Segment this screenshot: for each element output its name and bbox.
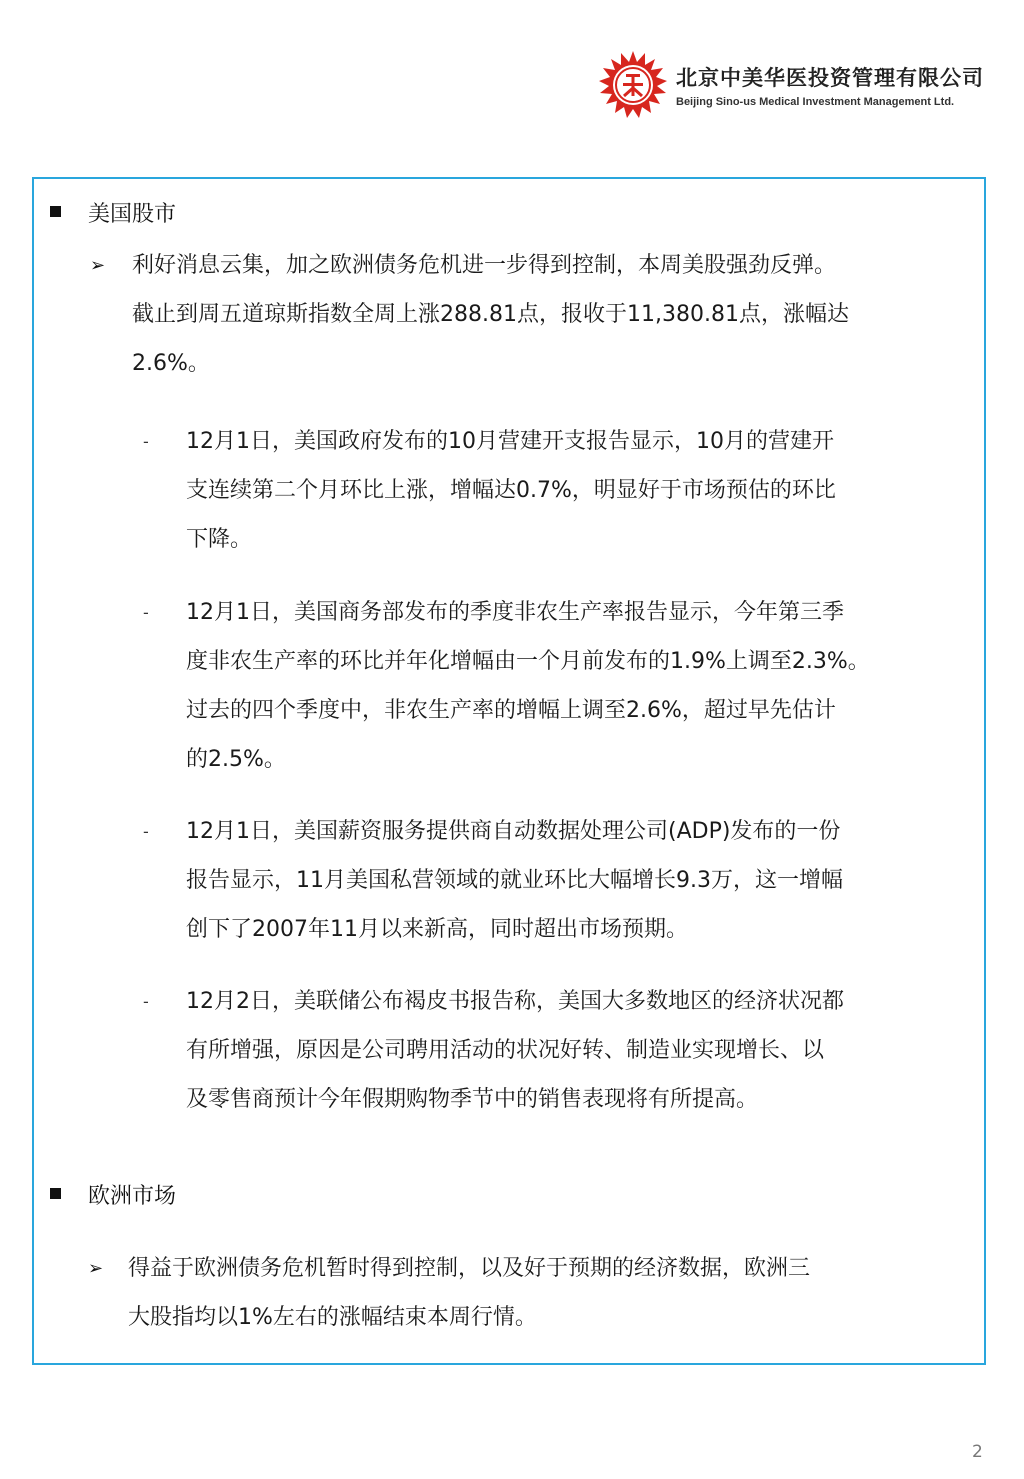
arrow-bullet-icon: ➢ xyxy=(90,255,106,276)
section-bullet xyxy=(50,1188,61,1199)
europe-market-summary: 得益于欧洲债务危机暂时得到控制，以及好于预期的经济数据，欧洲三 大股指均以1%左右的涨幅结束本周行情。 xyxy=(128,1256,811,1330)
dash-bullet: - xyxy=(143,432,149,451)
arrow-bullet-icon: ➢ xyxy=(88,1258,104,1279)
section-heading-us-stocks: 美国股市 xyxy=(88,202,177,227)
dash-bullet: - xyxy=(143,822,149,841)
section-bullet xyxy=(50,206,61,217)
page-number: 2 xyxy=(972,1442,983,1462)
us-news-item: 12月1日，美国政府发布的10月营建开支报告显示，10月的营建开 支连续第二个月环比上涨，增幅达0.7%，明显好于市场预估的环比 下降。 xyxy=(186,429,836,552)
company-seal-icon xyxy=(598,50,668,120)
company-name-cn: 北京中美华医投资管理有限公司 xyxy=(676,65,984,90)
us-news-item: 12月1日，美国薪资服务提供商自动数据处理公司(ADP)发布的一份 报告显示，11月美国私营领域的就业环比大幅增长9.3万，这一增幅 创下了2007年11月以来新高，同时超出市场预期。 xyxy=(186,819,843,942)
section-heading-europe: 欧洲市场 xyxy=(88,1184,177,1209)
company-name-en: Beijing Sino-us Medical Investment Management Ltd. xyxy=(676,96,955,108)
us-market-summary: 利好消息云集，加之欧洲债务危机进一步得到控制，本周美股强劲反弹。 截止到周五道琼斯指数全周上涨288.81点，报收于11,380.81点，涨幅达 2.6%。 xyxy=(132,253,849,376)
dash-bullet: - xyxy=(143,603,149,622)
us-news-item: 12月1日，美国商务部发布的季度非农生产率报告显示，今年第三季 度非农生产率的环比并年化增幅由一个月前发布的1.9%上调至2.3%。 过去的四个季度中，非农生产率的增幅上调至2.6%，超过早先估计 的2.5%。 xyxy=(186,600,870,772)
dash-bullet: - xyxy=(143,992,149,1011)
company-logo xyxy=(598,50,998,120)
us-news-item: 12月2日，美联储公布褐皮书报告称，美国大多数地区的经济状况都 有所增强，原因是公司聘用活动的状况好转、制造业实现增长、以 及零售商预计今年假期购物季节中的销售表现将有所提高。 xyxy=(186,989,844,1112)
